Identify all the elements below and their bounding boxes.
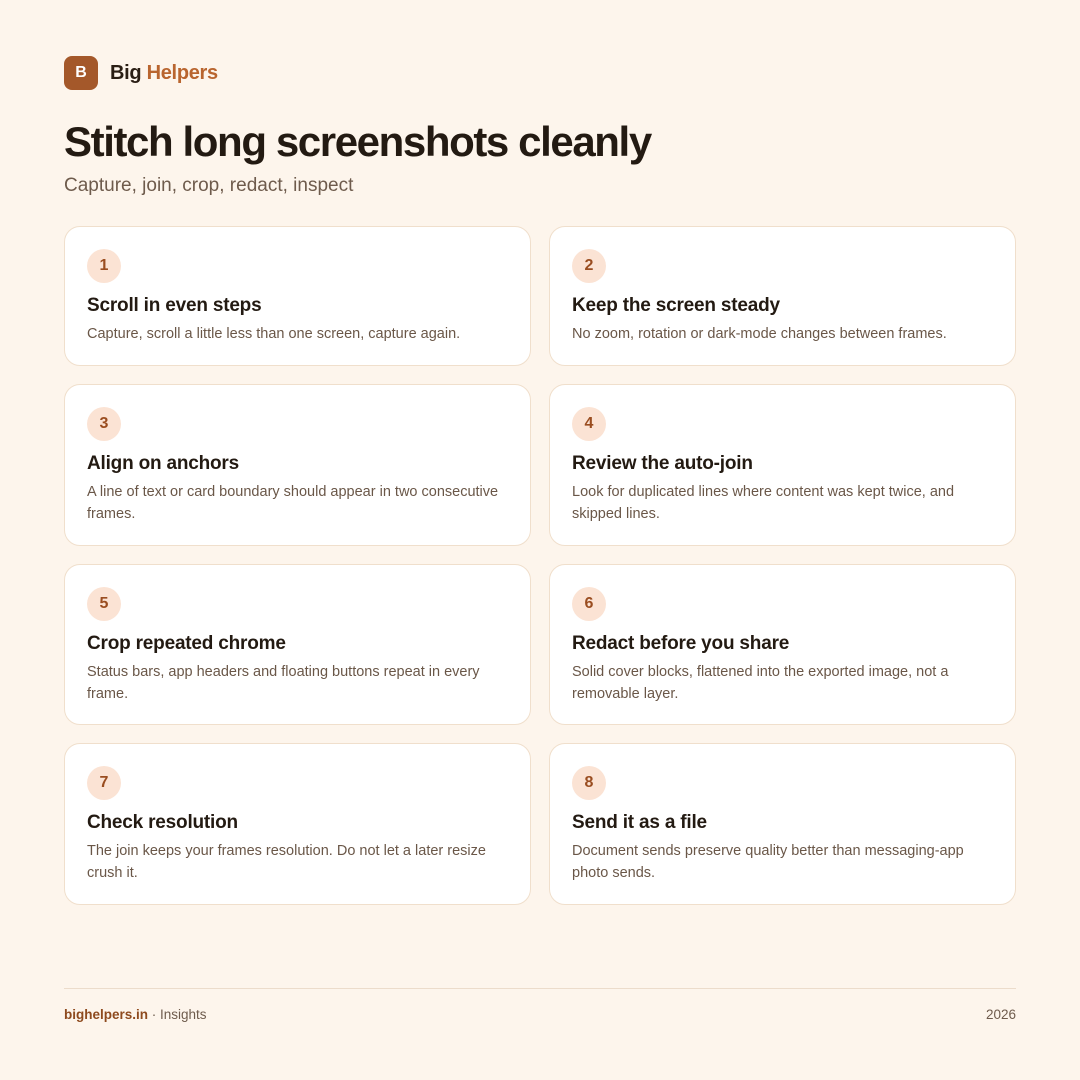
- step-number-badge: 8: [572, 766, 606, 800]
- step-title: Align on anchors: [87, 453, 239, 474]
- step-title: Redact before you share: [572, 633, 790, 654]
- brand-name: [110, 62, 218, 85]
- step-number-badge: 3: [87, 407, 121, 441]
- step-title: Scroll in even steps: [87, 295, 262, 316]
- footer-divider: [64, 988, 1016, 989]
- footer-site-link[interactable]: bighelpers.in: [64, 1007, 149, 1022]
- step-description: No zoom, rotation or dark-mode changes between frames.: [572, 326, 947, 342]
- brand-name-part2: Helpers: [146, 61, 218, 84]
- step-number-badge: 5: [87, 587, 121, 621]
- step-description: The join keeps your frames resolution. Do not let a later resize crush it.: [87, 843, 486, 881]
- step-description: A line of text or card boundary should appear in two consecutive frames.: [87, 484, 499, 522]
- step-card-4: [549, 384, 1016, 546]
- step-number-badge: 2: [572, 249, 606, 283]
- page-title: Stitch long screenshots cleanly: [64, 118, 651, 165]
- step-card-1: [64, 226, 531, 366]
- footer-separator: ·: [148, 1007, 161, 1022]
- step-card-5: [64, 564, 531, 725]
- step-card-6: [549, 564, 1016, 725]
- step-description: Solid cover blocks, flattened into the exported image, not a removable layer.: [572, 664, 949, 702]
- step-card-7: [64, 743, 531, 905]
- step-title: Send it as a file: [572, 812, 707, 833]
- brand-logo: B: [64, 56, 98, 90]
- step-description: Look for duplicated lines where content was kept twice, and skipped lines.: [572, 484, 955, 522]
- step-description: Capture, scroll a little less than one screen, capture again.: [87, 326, 461, 342]
- step-number-badge: 4: [572, 407, 606, 441]
- footer-credit: [64, 1007, 207, 1022]
- step-card-3: [64, 384, 531, 546]
- step-title: Keep the screen steady: [572, 295, 780, 316]
- step-title: Crop repeated chrome: [87, 633, 286, 654]
- step-card-8: [549, 743, 1016, 905]
- brand-name-part1: Big: [110, 61, 142, 84]
- footer-section: Insights: [160, 1007, 207, 1022]
- step-card-2: [549, 226, 1016, 366]
- page-subtitle: Capture, join, crop, redact, inspect: [64, 175, 354, 196]
- brand: [64, 56, 218, 90]
- footer-year: 2026: [985, 1007, 1016, 1022]
- step-description: Document sends preserve quality better than messaging-app photo sends.: [572, 843, 964, 881]
- step-number-badge: 6: [572, 587, 606, 621]
- step-title: Review the auto-join: [572, 453, 753, 474]
- step-number-badge: 7: [87, 766, 121, 800]
- step-number-badge: 1: [87, 249, 121, 283]
- step-description: Status bars, app headers and floating buttons repeat in every frame.: [87, 664, 480, 702]
- step-title: Check resolution: [87, 812, 238, 833]
